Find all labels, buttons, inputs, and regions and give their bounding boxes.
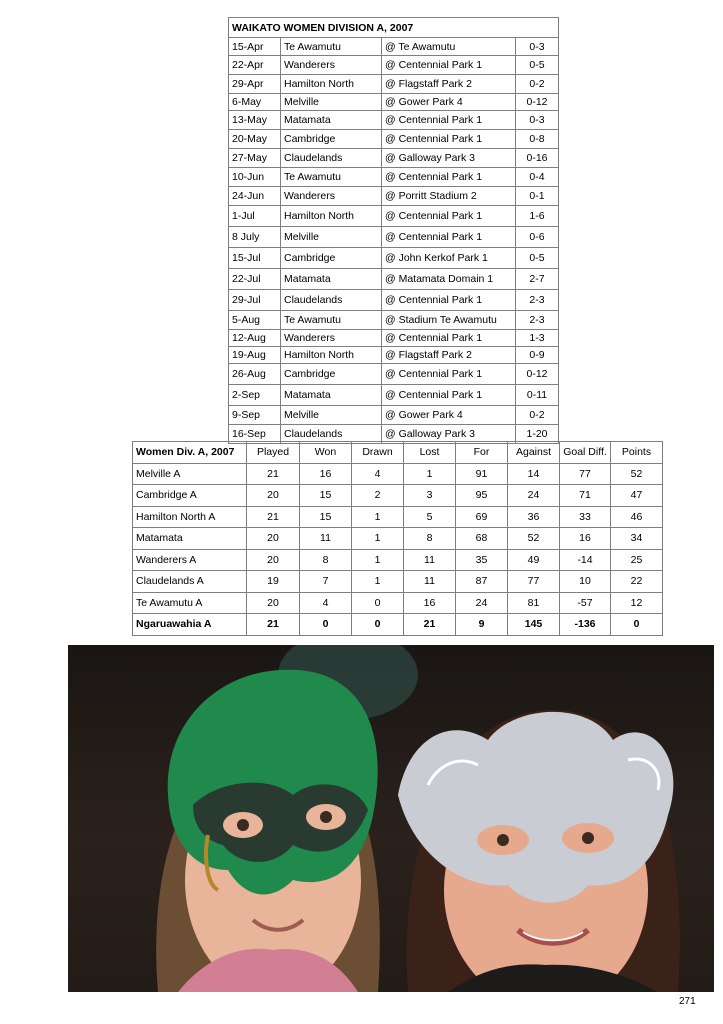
- standings-played: 20: [247, 592, 300, 614]
- standings-against: 81: [508, 592, 560, 614]
- standings-for: 69: [456, 506, 508, 528]
- fixture-opponent: Claudelands: [281, 425, 382, 444]
- standings-points: 46: [611, 506, 663, 528]
- fixture-opponent: Matamata: [281, 111, 382, 130]
- fixture-date: 1-Jul: [229, 206, 281, 227]
- fixture-venue: @ Centennial Park 1: [382, 227, 516, 248]
- standings-team: Claudelands A: [133, 571, 247, 593]
- standings-lost: 5: [404, 506, 456, 528]
- standings-played: 20: [247, 485, 300, 507]
- standings-played: 20: [247, 528, 300, 550]
- header-team: Women Div. A, 2007: [133, 442, 247, 464]
- fixture-row: [229, 111, 559, 130]
- fixture-date: 22-Apr: [229, 56, 281, 75]
- fixture-venue: @ Centennial Park 1: [382, 290, 516, 311]
- fixture-date: 24-Jun: [229, 187, 281, 206]
- fixture-score: 2-7: [516, 269, 559, 290]
- fixture-row: [229, 290, 559, 311]
- fixture-opponent: Hamilton North: [281, 75, 382, 94]
- header-played: Played: [247, 442, 300, 464]
- fixture-row: [229, 406, 559, 425]
- standings-diff: -57: [560, 592, 611, 614]
- fixture-row: [229, 149, 559, 168]
- fixture-venue: @ Centennial Park 1: [382, 130, 516, 149]
- fixture-score: 0-8: [516, 130, 559, 149]
- fixture-date: 19-Aug: [229, 347, 281, 364]
- fixture-row: [229, 187, 559, 206]
- fixture-score: 0-2: [516, 406, 559, 425]
- standings-points: 47: [611, 485, 663, 507]
- standings-row: [133, 592, 663, 614]
- fixture-date: 16-Sep: [229, 425, 281, 444]
- fixture-score: 0-3: [516, 38, 559, 56]
- standings-for: 24: [456, 592, 508, 614]
- fixtures-table: [228, 17, 559, 444]
- fixture-row: [229, 248, 559, 269]
- fixture-venue: @ John Kerkof Park 1: [382, 248, 516, 269]
- header-goal-diff: Goal Diff.: [560, 442, 611, 464]
- standings-against: 24: [508, 485, 560, 507]
- fixture-venue: @ Matamata Domain 1: [382, 269, 516, 290]
- standings-points: 25: [611, 549, 663, 571]
- standings-against: 36: [508, 506, 560, 528]
- standings-drawn: 0: [352, 592, 404, 614]
- header-won: Won: [300, 442, 352, 464]
- fixture-venue: @ Centennial Park 1: [382, 385, 516, 406]
- standings-won: 15: [300, 485, 352, 507]
- fixture-opponent: Cambridge: [281, 130, 382, 149]
- fixture-date: 26-Aug: [229, 364, 281, 385]
- fixture-opponent: Wanderers: [281, 56, 382, 75]
- fixture-score: 1-3: [516, 330, 559, 347]
- fixture-opponent: Te Awamutu: [281, 168, 382, 187]
- standings-drawn: 1: [352, 571, 404, 593]
- fixture-score: 0-6: [516, 227, 559, 248]
- fixture-opponent: Wanderers: [281, 187, 382, 206]
- standings-team: Cambridge A: [133, 485, 247, 507]
- fixture-score: 0-5: [516, 248, 559, 269]
- fixture-venue: @ Galloway Park 3: [382, 149, 516, 168]
- standings-lost: 21: [404, 614, 456, 636]
- standings-won: 16: [300, 463, 352, 485]
- standings-drawn: 4: [352, 463, 404, 485]
- fixture-venue: @ Centennial Park 1: [382, 111, 516, 130]
- fixture-opponent: Cambridge: [281, 248, 382, 269]
- standings-for: 35: [456, 549, 508, 571]
- standings-against: 145: [508, 614, 560, 636]
- standings-for: 91: [456, 463, 508, 485]
- fixture-opponent: Melville: [281, 227, 382, 248]
- fixture-row: [229, 227, 559, 248]
- page-number: 271: [679, 996, 696, 1007]
- fixture-row: [229, 130, 559, 149]
- standings-drawn: 1: [352, 549, 404, 571]
- standings-against: 77: [508, 571, 560, 593]
- fixtures-title-row: [229, 18, 559, 38]
- standings-diff: 33: [560, 506, 611, 528]
- standings-won: 4: [300, 592, 352, 614]
- standings-row: [133, 506, 663, 528]
- fixture-opponent: Claudelands: [281, 149, 382, 168]
- standings-team: Melville A: [133, 463, 247, 485]
- standings-points: 12: [611, 592, 663, 614]
- standings-team: Te Awamutu A: [133, 592, 247, 614]
- fixture-row: [229, 269, 559, 290]
- fixture-score: 0-9: [516, 347, 559, 364]
- fixture-opponent: Melville: [281, 406, 382, 425]
- header-against: Against: [508, 442, 560, 464]
- standings-header-row: [133, 442, 663, 464]
- fixture-date: 15-Apr: [229, 38, 281, 56]
- standings-lost: 3: [404, 485, 456, 507]
- fixture-score: 0-4: [516, 168, 559, 187]
- standings-for: 68: [456, 528, 508, 550]
- fixture-opponent: Matamata: [281, 269, 382, 290]
- fixture-row: [229, 347, 559, 364]
- fixture-date: 13-May: [229, 111, 281, 130]
- standings-row: [133, 614, 663, 636]
- standings-lost: 8: [404, 528, 456, 550]
- standings-played: 20: [247, 549, 300, 571]
- fixture-date: 8 July: [229, 227, 281, 248]
- fixture-opponent: Wanderers: [281, 330, 382, 347]
- fixture-date: 2-Sep: [229, 385, 281, 406]
- photo-illustration: [68, 645, 714, 992]
- fixture-venue: @ Centennial Park 1: [382, 206, 516, 227]
- fixture-score: 0-11: [516, 385, 559, 406]
- fixture-venue: @ Te Awamutu: [382, 38, 516, 56]
- masquerade-photo: [68, 645, 714, 992]
- fixture-venue: @ Centennial Park 1: [382, 364, 516, 385]
- fixture-opponent: Hamilton North: [281, 347, 382, 364]
- fixture-row: [229, 168, 559, 187]
- standings-lost: 11: [404, 571, 456, 593]
- fixture-opponent: Claudelands: [281, 290, 382, 311]
- fixture-date: 15-Jul: [229, 248, 281, 269]
- fixture-score: 0-16: [516, 149, 559, 168]
- fixture-row: [229, 206, 559, 227]
- fixture-score: 0-12: [516, 94, 559, 111]
- fixture-opponent: Melville: [281, 94, 382, 111]
- fixture-venue: @ Gower Park 4: [382, 94, 516, 111]
- green-mask: [168, 670, 378, 895]
- fixture-row: [229, 94, 559, 111]
- standings-against: 52: [508, 528, 560, 550]
- standings-against: 14: [508, 463, 560, 485]
- standings-team: Matamata: [133, 528, 247, 550]
- fixture-score: 0-3: [516, 111, 559, 130]
- fixture-score: 0-12: [516, 364, 559, 385]
- standings-drawn: 1: [352, 528, 404, 550]
- standings-row: [133, 571, 663, 593]
- header-points: Points: [611, 442, 663, 464]
- standings-row: [133, 528, 663, 550]
- fixture-date: 29-Jul: [229, 290, 281, 311]
- standings-team: Wanderers A: [133, 549, 247, 571]
- fixture-score: 2-3: [516, 290, 559, 311]
- header-drawn: Drawn: [352, 442, 404, 464]
- fixture-row: [229, 385, 559, 406]
- standings-team: Hamilton North A: [133, 506, 247, 528]
- fixture-score: 1-6: [516, 206, 559, 227]
- fixture-row: [229, 75, 559, 94]
- fixture-venue: @ Porritt Stadium 2: [382, 187, 516, 206]
- standings-table: [132, 441, 663, 636]
- fixture-venue: @ Gower Park 4: [382, 406, 516, 425]
- fixture-date: 27-May: [229, 149, 281, 168]
- standings-points: 52: [611, 463, 663, 485]
- fixture-opponent: Hamilton North: [281, 206, 382, 227]
- standings-drawn: 1: [352, 506, 404, 528]
- fixture-venue: @ Flagstaff Park 2: [382, 75, 516, 94]
- header-lost: Lost: [404, 442, 456, 464]
- fixture-score: 0-5: [516, 56, 559, 75]
- fixture-opponent: Te Awamutu: [281, 311, 382, 330]
- standings-for: 95: [456, 485, 508, 507]
- fixture-date: 9-Sep: [229, 406, 281, 425]
- fixture-row: [229, 330, 559, 347]
- fixture-venue: @ Centennial Park 1: [382, 330, 516, 347]
- standings-diff: 16: [560, 528, 611, 550]
- fixture-date: 6-May: [229, 94, 281, 111]
- fixture-date: 29-Apr: [229, 75, 281, 94]
- standings-played: 21: [247, 463, 300, 485]
- standings-won: 7: [300, 571, 352, 593]
- standings-for: 9: [456, 614, 508, 636]
- standings-points: 22: [611, 571, 663, 593]
- fixture-opponent: Cambridge: [281, 364, 382, 385]
- fixture-score: 2-3: [516, 311, 559, 330]
- fixture-venue: @ Centennial Park 1: [382, 168, 516, 187]
- fixture-row: [229, 364, 559, 385]
- fixture-venue: @ Centennial Park 1: [382, 56, 516, 75]
- fixture-venue: @ Stadium Te Awamutu: [382, 311, 516, 330]
- standings-played: 21: [247, 614, 300, 636]
- standings-diff: 77: [560, 463, 611, 485]
- fixtures-title: WAIKATO WOMEN DIVISION A, 2007: [229, 18, 559, 38]
- standings-lost: 11: [404, 549, 456, 571]
- standings-against: 49: [508, 549, 560, 571]
- standings-lost: 16: [404, 592, 456, 614]
- fixture-date: 22-Jul: [229, 269, 281, 290]
- fixture-opponent: Matamata: [281, 385, 382, 406]
- fixture-date: 10-Jun: [229, 168, 281, 187]
- fixture-score: 0-2: [516, 75, 559, 94]
- fixture-score: 1-20: [516, 425, 559, 444]
- fixture-row: [229, 56, 559, 75]
- standings-drawn: 2: [352, 485, 404, 507]
- fixture-row: [229, 38, 559, 56]
- standings-played: 19: [247, 571, 300, 593]
- fixture-row: [229, 311, 559, 330]
- fixture-venue: @ Flagstaff Park 2: [382, 347, 516, 364]
- header-for: For: [456, 442, 508, 464]
- standings-row: [133, 463, 663, 485]
- fixture-date: 5-Aug: [229, 311, 281, 330]
- standings-diff: 10: [560, 571, 611, 593]
- standings-lost: 1: [404, 463, 456, 485]
- fixture-venue: @ Galloway Park 3: [382, 425, 516, 444]
- standings-points: 0: [611, 614, 663, 636]
- standings-won: 8: [300, 549, 352, 571]
- standings-team: Ngaruawahia A: [133, 614, 247, 636]
- standings-diff: -14: [560, 549, 611, 571]
- standings-diff: 71: [560, 485, 611, 507]
- standings-diff: -136: [560, 614, 611, 636]
- standings-drawn: 0: [352, 614, 404, 636]
- standings-row: [133, 485, 663, 507]
- standings-played: 21: [247, 506, 300, 528]
- standings-won: 15: [300, 506, 352, 528]
- fixture-date: 20-May: [229, 130, 281, 149]
- standings-row: [133, 549, 663, 571]
- standings-points: 34: [611, 528, 663, 550]
- standings-won: 0: [300, 614, 352, 636]
- fixture-opponent: Te Awamutu: [281, 38, 382, 56]
- fixture-score: 0-1: [516, 187, 559, 206]
- standings-for: 87: [456, 571, 508, 593]
- fixture-date: 12-Aug: [229, 330, 281, 347]
- standings-won: 11: [300, 528, 352, 550]
